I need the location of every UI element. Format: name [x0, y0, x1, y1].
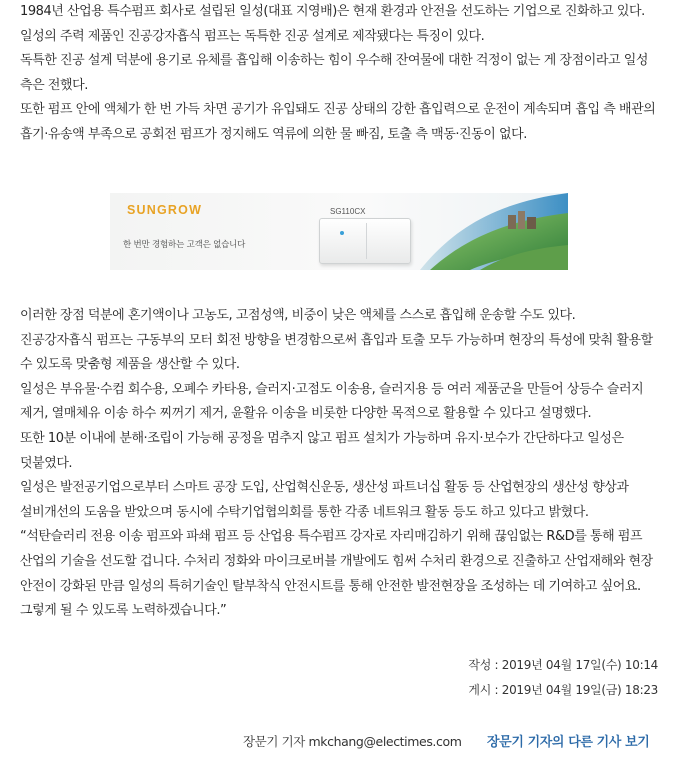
article-paragraph: 일성의 주력 제품인 진공강자흡식 펌프는 독특한 진공 설계로 제작됐다는 특징이 있다. — [20, 28, 485, 44]
article-paragraph: 일성은 부유물·수컴 회수용, 오폐수 카타용, 슬러지·고점도 이송용, 슬러지용 등 여러 제품군을 만들어 상등수 슬러지 제거, 열매체유 이송 하수 찌꺼기 제거, 윤활유 이송을 비롯한 다양한 목적으로 활용할 수 있다고 설명했다. — [20, 381, 644, 422]
article-paragraph: 이러한 장점 덕분에 혼기액이나 고농도, 고점성액, 비중이 낮은 액체를 스스로 흡입해 운송할 수도 있다. — [20, 308, 576, 323]
written-timestamp: 작성 : 2019년 04월 17일(수) 10:14 — [468, 658, 658, 672]
ad-brand-logo: SUNGROW — [127, 203, 203, 217]
article-paragraph: 일성은 발전공기업으로부터 스마트 공장 도입, 산업혁신운동, 생산성 파트너십 활동 등 산업현장의 생산성 향상과 설비개선의 도움을 받았으며 동시에 수탁기업협의회를 통한 각종 네트워크 활동 등도 하고 있다고 밝혔다. — [20, 480, 629, 520]
more-articles-link[interactable]: 장문기 기자의 다른 기사 보기 — [487, 735, 650, 750]
article-paragraph: 진공강자흡식 펌프는 구동부의 모터 회전 방향을 변경함으로써 흡입과 토출 모두 가능하며 현장의 특성에 맞춰 활용할 수 있도록 맞춤형 제품을 생산할 수 있다. — [20, 332, 653, 373]
article-paragraph: 또한 펌프 안에 액체가 한 번 가득 차면 공기가 유입돼도 진공 상태의 강한 흡입력으로 운전이 계속되며 흡입 측 배관의 흡기·유송액 부족으로 공회전 펌프가 정지해도 역류에 의한 물 빠짐, 토출 측 맥동·진동이 없다. — [20, 102, 656, 142]
inverter-device-image — [319, 218, 411, 264]
ad-tagline: 한 번만 경험하는 고객은 없습니다 — [123, 240, 246, 250]
advertisement-banner[interactable] — [110, 193, 568, 270]
landscape-swirl-image — [410, 193, 568, 270]
article-paragraph: 1984년 산업용 특수펌프 회사로 설립된 일성(대표 지영배)은 현재 환경과 안전을 선도하는 기업으로 진화하고 있다. — [20, 4, 645, 19]
ad-model-label: SG110CX — [330, 207, 366, 216]
posted-timestamp: 게시 : 2019년 04월 19일(금) 18:23 — [468, 683, 658, 697]
article-paragraph: 또한 10분 이내에 분해·조립이 가능해 공정을 멈추지 않고 펌프 설치가 가능하며 유지·보수가 간단하다고 일성은 덧붙였다. — [20, 430, 624, 471]
article-body-top — [20, 0, 660, 148]
article-quote: “석탄슬러리 전용 이송 펌프와 파쇄 펌프 등 산업용 특수펌프 강자로 자리매김하기 위해 끊임없는 R&D를 통해 펌프 산업의 기술을 선도할 겁니다. 수처리 정화와 마이크로버블 개발에도 힘써 수처리 환경으로 진출하고 산업재해와 현장 안전이 강화된 만큼 일성의 특허기술인 탈부착식 안전시트를 통해 안전한 발전현장을 조성하는 데 기여하고 싶어요. 그렇게 될 수 있도록 노력하겠습니다.” — [20, 529, 653, 619]
reporter-byline: 장문기 기자 mkchang@electimes.com — [243, 734, 462, 749]
article-paragraph: 독특한 진공 설계 덕분에 용기로 유체를 흡입해 이송하는 힘이 우수해 잔여물에 대한 걱정이 없는 게 장점이라고 일성 측은 전했다. — [20, 53, 648, 93]
article-body-bottom — [20, 304, 660, 624]
